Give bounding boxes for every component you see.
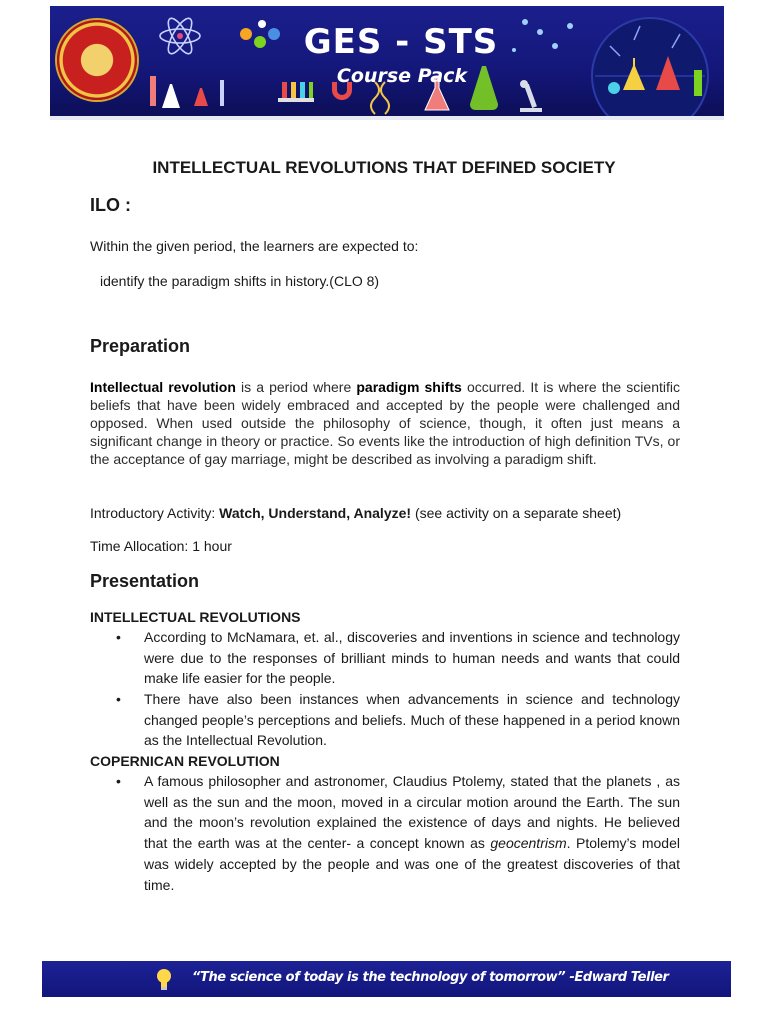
term-paradigm-shifts: paradigm shifts [356, 379, 462, 395]
lab-equipment-circle-icon [592, 18, 708, 120]
header-banner [50, 6, 724, 120]
decorative-dots [512, 19, 573, 52]
test-tube-rack-icon [278, 82, 314, 102]
lab-glassware-icon [150, 76, 224, 108]
course-brand-title: GES - STS [303, 22, 499, 62]
ilo-objective: identify the paradigm shifts in history.(CLO 8) [100, 273, 380, 289]
atom-icon [160, 15, 200, 57]
bullet-text: A famous philosopher and astronomer, Claudius Ptolemy, stated that the planets , as well as the sun and the moon, moved in a circular motion around the Earth. The sun and the moon’s revolution explained the existence of days and nights. He believed that the earth was at the center- a concept known as geocentrism. Ptolemy’s model was widely accepted by the people and was one of the greatest discoveries of that time. [144, 773, 680, 893]
footer-quote: “The science of today is the technology of tomorrow” -Edward Teller [192, 970, 669, 985]
list-item [90, 771, 680, 895]
time-allocation: Time Allocation: 1 hour [90, 538, 232, 554]
list-item [90, 689, 680, 751]
term-geocentrism: geocentrism [490, 835, 567, 852]
copernican-revolution-heading: COPERNICAN REVOLUTION [90, 753, 280, 769]
bullet-icon: • [116, 691, 121, 707]
intellectual-revolutions-heading: INTELLECTUAL REVOLUTIONS [90, 609, 301, 625]
bullet-icon: • [116, 629, 121, 645]
bullet-text: According to McNamara, et. al., discoveries and inventions in science and technology were due to the responses of brilliant minds to human needs and wants that could make life easier for the people. [144, 629, 680, 687]
bullet-icon: • [116, 773, 121, 789]
ilo-intro: Within the given period, the learners are expected to: [90, 238, 419, 254]
bullet-text: There have also been instances when advancements in science and technology changed people’s perceptions and beliefs. Much of these happened in a period known as the Intellectual Revolution. [144, 691, 680, 749]
document-title: INTELLECTUAL REVOLUTIONS THAT DEFINED SOCIETY [152, 158, 616, 177]
ilo-heading: ILO : [90, 195, 131, 215]
term-intellectual-revolution: Intellectual revolution [90, 379, 236, 395]
introductory-activity: Introductory Activity: Watch, Understand, Analyze! (see activity on a separate sheet) [90, 505, 622, 521]
molecule-icon [240, 20, 280, 48]
microscope-icon [520, 80, 542, 112]
footer-banner [42, 961, 731, 997]
activity-name: Watch, Understand, Analyze! [219, 505, 412, 521]
lightbulb-icon [156, 968, 172, 992]
preparation-heading: Preparation [90, 336, 191, 356]
list-item [90, 627, 680, 689]
course-brand-subtitle: Course Pack [336, 65, 468, 87]
preparation-paragraph: Intellectual revolution is a period where paradigm shifts occurred. It is where the scientific beliefs that have been widely embraced and accepted by the people were challenged and opposed. When used outside the philosophy of science, though, it often just means a significant change in theory or practice. So events like the introduction of high definition TVs, or the acceptance of gay marriage, might be described as involving a paradigm shift. [90, 379, 680, 467]
presentation-heading: Presentation [90, 571, 200, 591]
banner-underline [50, 116, 724, 120]
